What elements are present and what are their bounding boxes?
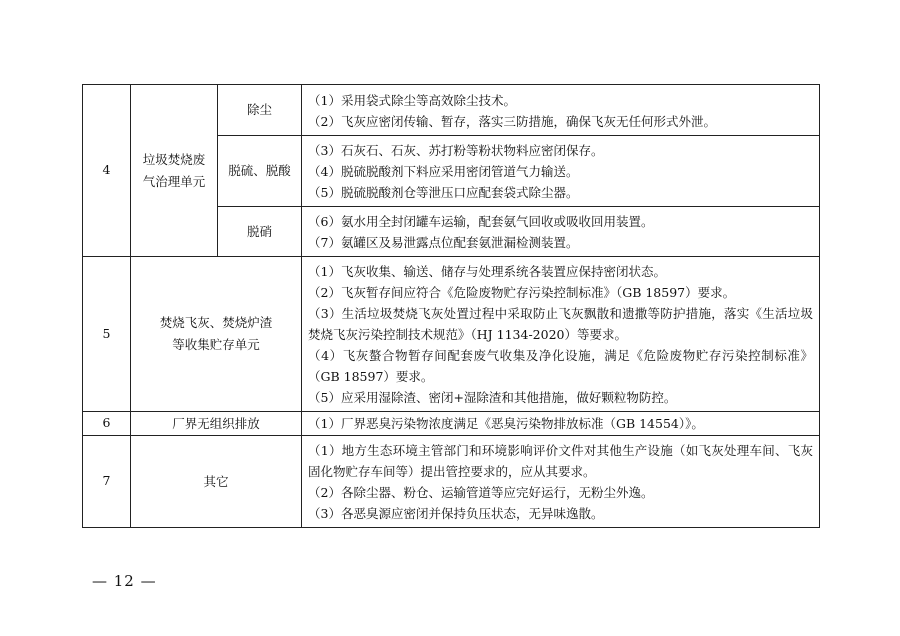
requirement-item: （2）各除尘器、粉仓、运输管道等应完好运行，无粉尘外逸。	[308, 485, 654, 500]
requirement-item: （1）地方生态环境主管部门和环境影响评价文件对其他生产设施（如飞灰处理车间、飞灰固化物贮存车间等）提出管控要求的，应从其要求。	[308, 443, 813, 479]
sub-unit-name: 脱硝	[218, 207, 302, 257]
row-number: 6	[83, 412, 131, 436]
unit-name: 其它	[131, 436, 302, 528]
requirements-cell	[302, 436, 820, 528]
sub-unit-name: 除尘	[218, 85, 302, 136]
page-number: — 12 —	[92, 572, 157, 590]
unit-name: 垃圾焚烧废气治理单元	[131, 85, 218, 257]
requirements-table	[82, 84, 820, 528]
requirement-item: （1）厂界恶臭污染物浓度满足《恶臭污染物排放标准（GB 14554）》。	[308, 416, 704, 431]
requirement-item: （4）飞灰螯合物暂存间配套废气收集及净化设施，满足《危险废物贮存污染控制标准》（GB 18597）要求。	[308, 348, 813, 384]
sub-unit-name: 脱硫、脱酸	[218, 136, 302, 207]
requirements-cell	[302, 207, 820, 257]
requirement-item: （2）飞灰应密闭传输、暂存，落实三防措施，确保飞灰无任何形式外泄。	[308, 113, 716, 129]
requirements-cell	[302, 85, 820, 136]
row-number: 7	[83, 436, 131, 528]
requirement-item: （5）应采用湿除渣、密闭+湿除渣和其他措施，做好颗粒物防控。	[308, 390, 677, 405]
requirement-item: （7）氨罐区及易泄露点位配套氨泄漏检测装置。	[308, 235, 579, 250]
row-number: 5	[83, 257, 131, 412]
requirement-item: （6）氨水用全封闭罐车运输，配套氨气回收或吸收回用装置。	[308, 214, 654, 229]
requirement-item: （3）石灰石、石灰、苏打粉等粉状物料应密闭保存。	[308, 143, 604, 158]
requirements-cell	[302, 412, 820, 436]
requirement-item: （3）生活垃圾焚烧飞灰处置过程中采取防止飞灰飘散和遗撒等防护措施，落实《生活垃圾焚烧飞灰污染控制技术规范》（HJ 1134-2020）等要求。	[308, 306, 813, 342]
requirement-item: （3）各恶臭源应密闭并保持负压状态，无异味逸散。	[308, 506, 604, 521]
unit-name: 厂界无组织排放	[131, 412, 302, 436]
row-number: 4	[83, 85, 131, 257]
requirement-item: （1）采用袋式除尘等高效除尘技术。	[308, 92, 516, 108]
requirements-cell	[302, 257, 820, 412]
unit-name: 焚烧飞灰、焚烧炉渣等收集贮存单元	[131, 257, 302, 412]
requirement-item: （2）飞灰暂存间应符合《危险废物贮存污染控制标准》（GB 18597）要求。	[308, 285, 736, 300]
requirement-item: （4）脱硫脱酸剂下料应采用密闭管道气力输送。	[308, 164, 579, 179]
requirements-cell	[302, 136, 820, 207]
requirement-item: （1）飞灰收集、输送、储存与处理系统各装置应保持密闭状态。	[308, 264, 666, 279]
requirement-item: （5）脱硫脱酸剂仓等泄压口应配套袋式除尘器。	[308, 185, 579, 200]
